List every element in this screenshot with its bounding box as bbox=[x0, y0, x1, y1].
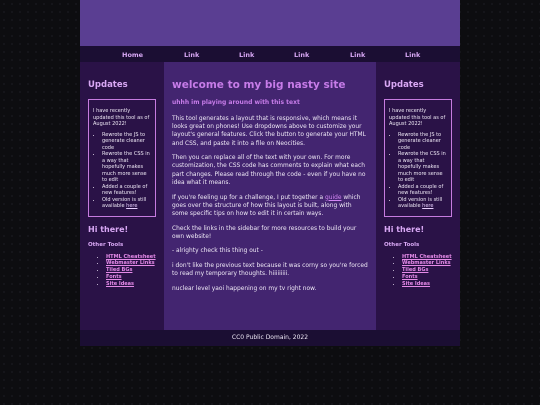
left-sidebar bbox=[80, 62, 164, 330]
guide-text-before: If you're feeling up for a challenge, I put together a bbox=[172, 194, 325, 201]
other-tools-heading: Other Tools bbox=[384, 241, 420, 248]
footer: CC0 Public Domain, 2022 bbox=[80, 330, 460, 346]
nav-link-3[interactable]: Link bbox=[294, 51, 310, 59]
list-item bbox=[402, 274, 452, 281]
page-subtitle: uhhh im playing around with this text bbox=[172, 98, 300, 106]
tool-link-tiled-bgs[interactable]: Tiled BGs bbox=[106, 267, 133, 273]
tool-link-webmaster-links[interactable]: Webmaster Links bbox=[106, 260, 155, 267]
old-version-text: Old version is still available bbox=[102, 196, 147, 209]
tool-link-fonts[interactable]: Fonts bbox=[402, 273, 418, 280]
header-banner bbox=[80, 0, 460, 46]
tool-link-tiled-bgs[interactable]: Tiled BGs bbox=[402, 267, 429, 273]
nav-link-2[interactable]: Link bbox=[239, 51, 255, 59]
page-title: welcome to my big nasty site bbox=[172, 79, 346, 91]
list-item bbox=[402, 267, 452, 274]
list-item bbox=[106, 254, 156, 261]
updates-list bbox=[398, 132, 447, 210]
updates-intro: I have recently updated this tool as of August 2022! bbox=[93, 108, 150, 127]
tool-link-fonts[interactable]: Fonts bbox=[106, 273, 122, 280]
old-version-link[interactable]: here bbox=[422, 203, 434, 209]
paragraph-guide bbox=[172, 194, 368, 219]
tools-list bbox=[106, 254, 156, 288]
nav-link-1[interactable]: Link bbox=[184, 51, 200, 59]
old-version-link[interactable]: here bbox=[126, 203, 138, 209]
updates-intro: I have recently updated this tool as of August 2022! bbox=[389, 108, 446, 127]
updates-box bbox=[88, 99, 156, 217]
updates-list bbox=[102, 132, 151, 210]
updates-heading: Updates bbox=[384, 80, 424, 90]
list-item: • Rewrote the CSS in a way that hopefully makes much more sense to edit bbox=[102, 151, 151, 184]
paragraph-thoughts: i don't like the previous text because it was corny so you're forced to read my temporary thoughts. hiiiiiiiii. bbox=[172, 262, 368, 278]
guide-link[interactable]: guide bbox=[324, 194, 342, 201]
page-container bbox=[80, 0, 460, 346]
hi-heading: Hi there! bbox=[384, 224, 425, 234]
list-item bbox=[106, 267, 156, 274]
top-nav bbox=[80, 46, 460, 62]
paragraph-customization: Then you can replace all of the text with your own. For more customization, the CSS code has comments to explain what each part changes. Please read through the code - even if you have no idea what it means. bbox=[172, 155, 366, 187]
nav-link-4[interactable]: Link bbox=[350, 51, 366, 59]
paragraph-tv: nuclear level yaoi happening on my tv right now. bbox=[172, 285, 317, 292]
list-item bbox=[402, 281, 452, 288]
list-item bbox=[398, 197, 447, 210]
tool-link-site-ideas[interactable]: Site Ideas bbox=[106, 280, 135, 287]
paragraph-intro: This tool generates a layout that is responsive, which means it looks great on phones! Use dropdowns above to customize your layout's general features. Click the button to generate your HTML and CSS, and paste it into a file on Neocities. bbox=[172, 115, 366, 147]
nav-link-home[interactable]: Home bbox=[122, 51, 144, 59]
list-item bbox=[402, 260, 452, 267]
list-item bbox=[402, 254, 452, 261]
nav-link-5[interactable]: Link bbox=[405, 51, 421, 59]
list-item bbox=[106, 260, 156, 267]
list-item bbox=[106, 281, 156, 288]
other-tools-heading: Other Tools bbox=[88, 241, 124, 248]
right-sidebar bbox=[376, 62, 460, 330]
tool-link-html-cheatsheet[interactable]: HTML Cheatsheet bbox=[106, 253, 156, 260]
list-item: • Rewrote the JS to generate cleaner code bbox=[102, 132, 151, 152]
list-item: • Rewrote the CSS in a way that hopefully makes much more sense to edit bbox=[398, 151, 447, 184]
main-content bbox=[164, 62, 376, 330]
tool-link-html-cheatsheet[interactable]: HTML Cheatsheet bbox=[402, 253, 452, 260]
tool-link-site-ideas[interactable]: Site Ideas bbox=[402, 280, 431, 287]
updates-box bbox=[384, 99, 452, 217]
updates-heading: Updates bbox=[88, 80, 128, 90]
list-item: • Rewrote the JS to generate cleaner code bbox=[398, 132, 447, 152]
old-version-text: Old version is still available bbox=[398, 196, 443, 209]
tool-link-webmaster-links[interactable]: Webmaster Links bbox=[402, 260, 451, 267]
list-item bbox=[102, 197, 151, 210]
guide-text-after: which goes over the structure of how this layout is built, along with some specific tips on how to edit it in certain ways. bbox=[172, 194, 361, 218]
paragraph-check-this: - alrighty check this thing out - bbox=[172, 248, 263, 255]
tools-list bbox=[402, 254, 452, 288]
paragraph-sidebar-links: Check the links in the sidebar for more resources to build your own website! bbox=[172, 225, 357, 241]
list-item: • Added a couple of new features! bbox=[102, 184, 151, 197]
list-item bbox=[106, 274, 156, 281]
hi-heading: Hi there! bbox=[88, 224, 129, 234]
list-item: • Added a couple of new features! bbox=[398, 184, 447, 197]
